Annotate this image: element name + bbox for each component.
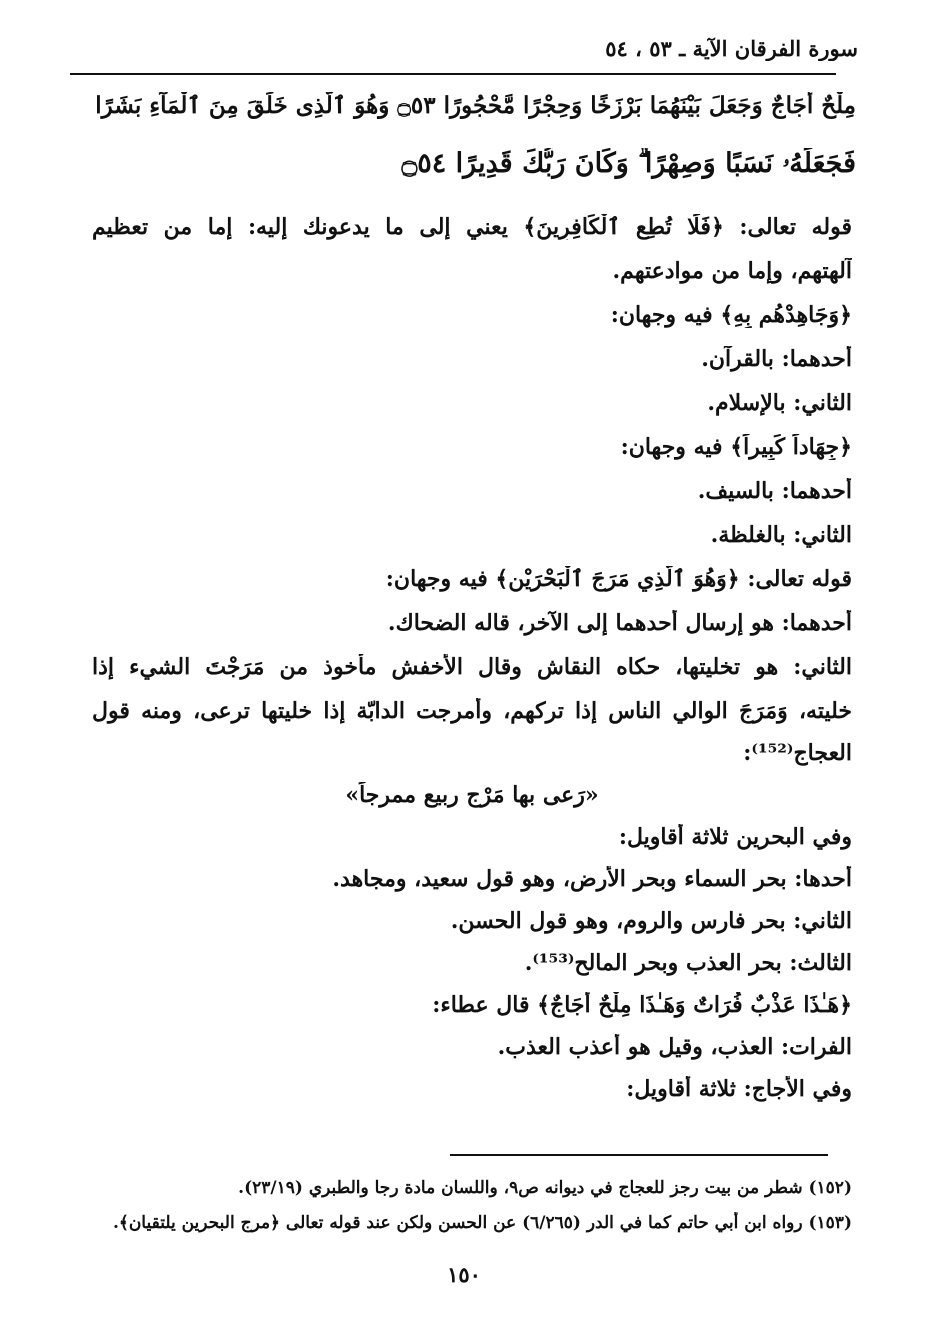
commentary-line: الثاني: بالغلظة. xyxy=(710,522,852,548)
commentary-line: أحدهما: بالقرآن. xyxy=(701,346,852,372)
commentary-line: الفرات: العذب، وقيل هو أعذب العذب. xyxy=(497,1034,852,1060)
commentary-line: الثاني: بالإسلام. xyxy=(707,390,852,416)
footnote-152: (١٥٢) شطر من بيت رجز للعجاج في ديوانه ص٩، واللسان مادة رجا والطبري (٢٣/١٩). xyxy=(238,1178,852,1198)
commentary-line: قوله تعالى: ﴿فَلَا تُطِعِ ٱلْكَافِرِينَ﴾ يعني إلى ما يدعونك إليه: إما من تعظيم xyxy=(92,214,852,240)
commentary-line: آلهتهم، وإما من موادعتهم. xyxy=(612,258,852,284)
running-header: سورة الفرقان الآية ـ ٥٣ ، ٥٤ xyxy=(605,36,858,61)
commentary-line: الثالث: بحر العذب وبحر المالح⁽¹⁵³⁾. xyxy=(524,950,852,976)
quran-verse-line: فَجَعَلَهُۥ نَسَبًا وَصِهْرًا ۗ وَكَانَ رَبُّكَ قَدِيرًا ۝٥٤ xyxy=(401,148,856,179)
poetry-verse: «رَعى بها مَرْج ربيع ممرجاً» xyxy=(345,782,599,808)
quran-verse-line: مِلْحٌ أُجَاجٌ وَجَعَلَ بَيْنَهُمَا بَرْزَخًا وَحِجْرًا مَّحْجُورًا ۝٥٣ وَهُوَ ٱلَّذِى خَلَقَ مِنَ ٱلْمَآءِ بَشَرًا xyxy=(95,92,856,119)
commentary-line: خليته، وَمَرَجَ الوالي الناس إذا تركهم، وأمرجت الدابّة إذا خليتها ترعى، ومنه قول xyxy=(92,698,852,724)
footnote-153: (١٥٣) رواه ابن أبي حاتم كما في الدر (٦/٢٦٥) عن الحسن ولكن عند قوله تعالى ﴿مرج البحرين يلتقيان﴾. xyxy=(112,1213,852,1233)
header-rule xyxy=(70,73,836,75)
commentary-line: أحدها: بحر السماء وبحر الأرض، وهو قول سعيد، ومجاهد. xyxy=(332,866,852,892)
commentary-line: أحدهما: هو إرسال أحدهما إلى الآخر، قاله الضحاك. xyxy=(387,610,852,636)
commentary-line: وفي الأجاج: ثلاثة أقاويل: xyxy=(626,1076,852,1102)
footnote-rule xyxy=(450,1154,828,1156)
commentary-line: أحدهما: بالسيف. xyxy=(697,478,852,504)
commentary-line: ﴿هَـٰذَا عَذْبٌ فُرَاتٌ وَهَـٰذَا مِلْحٌ أُجَاجٌ﴾ قال عطاء: xyxy=(432,992,852,1018)
commentary-line: قوله تعالى: ﴿وَهُوَ ٱلَّذِي مَرَجَ ٱلْبَحْرَيْنِ﴾ فيه وجهان: xyxy=(385,566,852,592)
commentary-line: العجاج⁽¹⁵²⁾: xyxy=(743,740,852,766)
commentary-line: الثاني: بحر فارس والروم، وهو قول الحسن. xyxy=(450,908,852,934)
commentary-line: ﴿جِهَاداً كَبِيراً﴾ فيه وجهان: xyxy=(620,434,852,460)
commentary-line: الثاني: هو تخليتها، حكاه النقاش وقال الأخفش مأخوذ من مَرَجْتَ الشيء إذا xyxy=(92,654,852,680)
page-number: ١٥٠ xyxy=(447,1262,481,1287)
commentary-line: وفي البحرين ثلاثة أقاويل: xyxy=(618,824,852,850)
commentary-line: ﴿وَجَاهِدْهُم بِهِ﴾ فيه وجهان: xyxy=(610,302,852,328)
